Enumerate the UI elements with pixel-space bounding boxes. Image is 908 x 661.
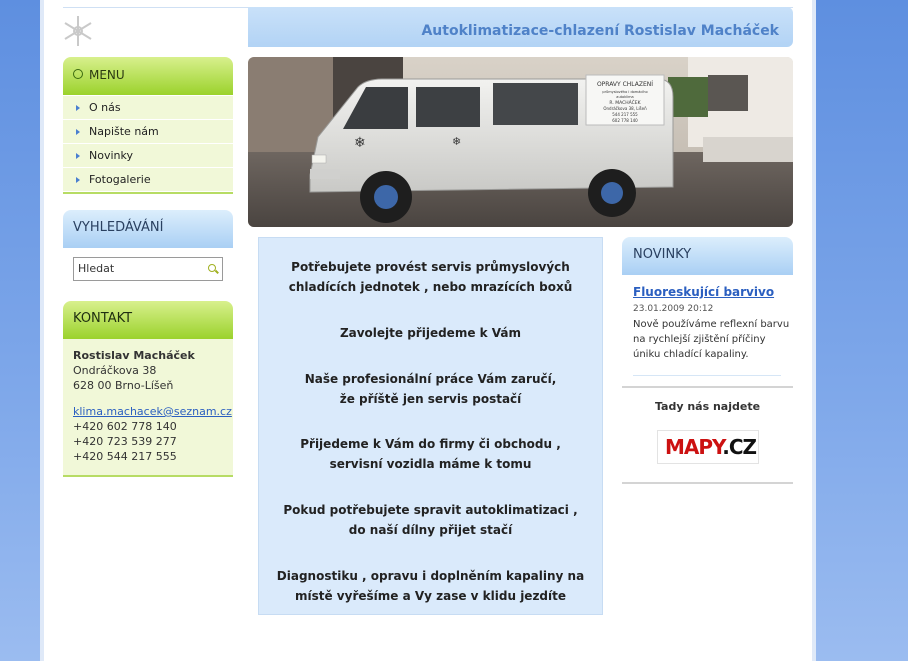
main-line: Potřebujete provést servis průmyslových [291, 260, 570, 274]
menu-item-o-nas[interactable] [63, 96, 233, 120]
contact-email-link[interactable]: klima.machacek@seznam.cz [73, 405, 232, 418]
news-divider [633, 375, 781, 376]
main-line: místě vyřešíme a Vy zase v klidu jezdíte [294, 589, 567, 603]
van-sign-title: OPRAVY CHLAZENÍ [596, 81, 654, 88]
main-line: Naše profesionální práce Vám zaručí, [304, 372, 557, 386]
van-sign-line: 602 778 140 [612, 118, 638, 123]
page-container [44, 0, 812, 661]
main-paragraph [259, 323, 602, 343]
snowflake-logo-icon [62, 14, 94, 48]
search-header [63, 210, 233, 248]
van-sign-line: autoklima [616, 95, 634, 99]
mapy-cz-logo-link[interactable] [657, 430, 759, 464]
menu-list [63, 96, 233, 194]
news-item-date: 23.01.2009 20:12 [633, 304, 714, 314]
news-header [622, 237, 793, 275]
menu-item-novinky[interactable] [63, 144, 233, 168]
menu-header [63, 57, 233, 95]
main-line: Přijedeme k Vám do firmy či obchodu , [300, 437, 561, 451]
van-snowflake-icon: ❄ [452, 135, 462, 148]
contact-body [63, 339, 233, 477]
search-box [73, 257, 223, 281]
news-item-text: Nově používáme reflexní barvu na rychlejší zjištění příčiny úniku chladící kapaliny. [633, 319, 790, 360]
menu-item-label: Napište nám [89, 125, 159, 138]
main-line: že příště jen servis postačí [339, 392, 522, 406]
search-input[interactable] [74, 258, 202, 278]
news-title: NOVINKY [633, 247, 692, 262]
bullet-arrow-icon [76, 177, 80, 183]
contact-phone: +420 602 778 140 [73, 420, 177, 433]
contact-phone: +420 723 539 277 [73, 435, 177, 448]
menu-title: MENU [89, 68, 125, 82]
news-item-link[interactable]: Fluoreskující barvivo [633, 285, 775, 299]
main-paragraph [259, 500, 602, 540]
mapy-logo-dot: . [722, 435, 729, 459]
bullet-arrow-icon [76, 105, 80, 111]
van-sign-line: 544 217 555 [612, 112, 638, 117]
main-line: do naší dílny přijet stačí [348, 523, 513, 537]
main-paragraph [259, 369, 602, 409]
menu-item-label: Fotogalerie [89, 173, 151, 186]
menu-item-fotogalerie[interactable] [63, 168, 233, 192]
contact-city: 628 00 Brno-Líšeň [73, 379, 174, 392]
van-sign-line: průmyslového i domácího [602, 90, 648, 94]
main-paragraph [259, 434, 602, 474]
main-line: servisní vozidla máme k tomu [329, 457, 532, 471]
menu-circle-icon [73, 69, 83, 79]
main-content [258, 237, 603, 615]
mapy-cz-logo-text [665, 435, 756, 459]
site-title: Autoklimatizace-chlazení Rostislav Macháček [421, 23, 779, 39]
find-us-title: Tady nás najdete [654, 400, 761, 413]
main-line: Pokud potřebujete spravit autoklimatizaci , [283, 503, 578, 517]
main-line: Diagnostiku , opravu i doplněním kapaliny na [276, 569, 585, 583]
van-sign-line: Ondráčkova 38, Líšeň [603, 106, 647, 111]
contact-phone: +420 544 217 555 [73, 450, 177, 463]
find-us-box [622, 386, 793, 484]
contact-name: Rostislav Macháček [73, 349, 195, 362]
header-bar [248, 7, 793, 47]
van-snowflake-icon: ❄ [354, 135, 366, 151]
main-line: Zavolejte přijedeme k Vám [339, 326, 522, 340]
contact-title: KONTAKT [73, 311, 133, 326]
mapy-logo-main: MAPY [665, 435, 723, 459]
mapy-logo-tld: CZ [728, 435, 757, 459]
contact-header [63, 301, 233, 339]
search-title: VYHLEDÁVÁNÍ [73, 220, 164, 235]
menu-item-label: Novinky [89, 149, 133, 162]
main-line: chladících jednotek , nebo mrazících boxů [288, 280, 573, 294]
menu-item-label: O nás [89, 101, 121, 114]
main-paragraph [259, 257, 602, 297]
bullet-arrow-icon [76, 153, 80, 159]
van-photo [248, 57, 793, 227]
search-icon[interactable] [208, 264, 216, 272]
van-sign-line: R. MACHÁČEK [609, 101, 641, 106]
hero-image [248, 57, 793, 227]
menu-item-napiste-nam[interactable] [63, 120, 233, 144]
bullet-arrow-icon [76, 129, 80, 135]
main-paragraph [259, 566, 602, 606]
contact-street: Ondráčkova 38 [73, 364, 157, 377]
